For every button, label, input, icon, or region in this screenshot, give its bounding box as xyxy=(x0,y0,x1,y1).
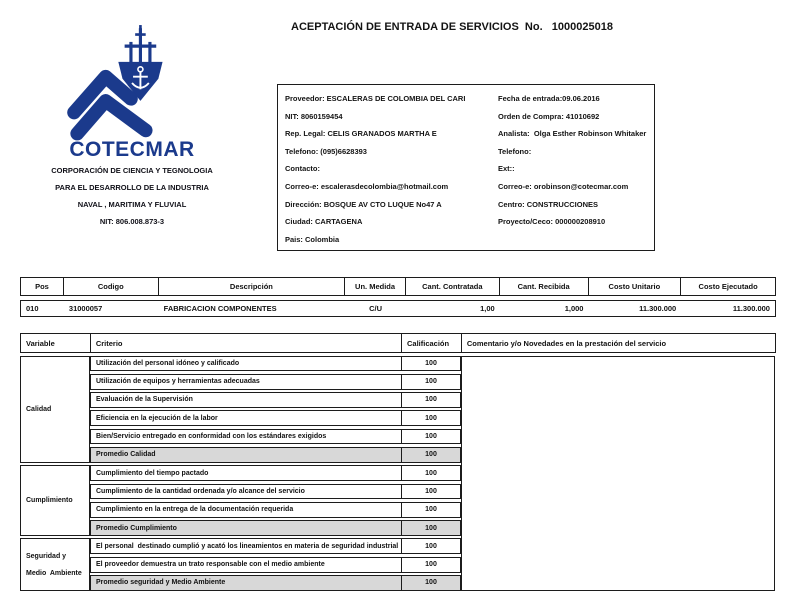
items-header-cell: Descripción xyxy=(159,278,346,295)
criterio-row xyxy=(90,374,462,390)
criterio-cell: Cumplimiento en la entrega de la documentación requerida xyxy=(90,502,402,518)
page-title: ACEPTACIÓN DE ENTRADA DE SERVICIOS No. 1000025018 xyxy=(291,21,613,33)
items-cell: 11.300.000 xyxy=(732,304,770,313)
provider-line: NIT: 8060159454 xyxy=(285,111,343,121)
criteria-rows xyxy=(90,356,462,594)
items-header-cell: Costo Ejecutado xyxy=(698,282,758,291)
items-cell: 31000057 xyxy=(68,304,103,313)
criterio-cell: Eficiencia en la ejecución de la labor xyxy=(90,410,402,426)
criterio-row xyxy=(90,502,462,518)
calificacion-cell: 100 xyxy=(401,484,461,500)
org-line: NAVAL , MARITIMA Y FLUVIAL xyxy=(77,200,187,209)
criterio-cell: Bien/Servicio entregado en conformidad con los estándares exigidos xyxy=(90,429,402,445)
calificacion-cell: 100 xyxy=(401,356,461,372)
items-table-row xyxy=(20,300,776,317)
variable-label: Seguridad y xyxy=(26,552,67,560)
provider-line: Correo-e: escalerasdecolombia@hotmail.com xyxy=(285,181,449,191)
variable-label: Medio Ambiente xyxy=(26,569,82,577)
calificacion-cell: 100 xyxy=(401,447,461,463)
brand-name: COTECMAR xyxy=(69,138,195,161)
calificacion-cell: 100 xyxy=(401,557,461,573)
order-info-box xyxy=(491,84,655,251)
calificacion-cell: 100 xyxy=(401,429,461,445)
items-header-cell: Pos xyxy=(21,278,64,295)
order-line: Correo-e: orobinson@cotecmar.com xyxy=(498,181,629,191)
items-header-cell: Cant. Contratada xyxy=(406,278,500,295)
org-line: CORPORACIÓN DE CIENCIA Y TEGNOLOGIA xyxy=(51,166,213,175)
org-description xyxy=(22,162,242,230)
order-line: Ext:: xyxy=(498,164,515,174)
calificacion-cell: 100 xyxy=(401,520,461,536)
provider-line: Ciudad: CARTAGENA xyxy=(285,217,363,227)
criterio-cell: El proveedor demuestra un trato responsable con el medio ambiente xyxy=(90,557,402,573)
criterio-cell: Utilización de equipos y herramientas adecuadas xyxy=(90,374,402,390)
eval-header-cell: Calificación xyxy=(402,334,462,352)
order-line: Proyecto/Ceco: 000000208910 xyxy=(498,217,606,227)
criterio-cell: Promedio Calidad xyxy=(90,447,402,463)
criterio-row xyxy=(90,465,462,481)
provider-line: Pais: Colombia xyxy=(285,234,340,244)
evaluation-table-header xyxy=(20,333,776,353)
calificacion-cell: 100 xyxy=(401,575,461,591)
promedio-row xyxy=(90,447,462,463)
provider-line: Telefono: (095)6628393 xyxy=(285,146,367,156)
provider-info-box xyxy=(277,84,493,251)
variable-label: Cumplimiento xyxy=(26,497,73,505)
items-cell: 010 xyxy=(26,304,39,313)
order-line: Telefono: xyxy=(498,146,532,156)
comment-cell xyxy=(461,356,775,591)
criterio-cell: Promedio Cumplimiento xyxy=(90,520,402,536)
items-header-cell: Cant. Recibida xyxy=(500,278,589,295)
criterio-cell: Cumplimiento del tiempo pactado xyxy=(90,465,402,481)
order-line: Fecha de entrada:09.06.2016 xyxy=(498,94,600,103)
provider-line: Proveedor: ESCALERAS DE COLOMBIA DEL CARI xyxy=(285,94,466,103)
variable-label: Calidad xyxy=(26,405,52,413)
promedio-row xyxy=(90,575,462,591)
criterio-cell: Evaluación de la Supervisión xyxy=(90,392,402,408)
order-line: Orden de Compra: 41010692 xyxy=(498,111,600,121)
items-table xyxy=(20,277,776,317)
variable-cell xyxy=(20,356,90,463)
items-cell: 1,00 xyxy=(480,304,495,313)
criterio-row xyxy=(90,410,462,426)
items-header-cell: Costo Unitario xyxy=(589,278,682,295)
eval-header-cell: Criterio xyxy=(91,334,402,352)
promedio-row xyxy=(90,520,462,536)
org-line: NIT: 806.008.873-3 xyxy=(99,217,165,226)
criterio-row xyxy=(90,484,462,500)
cotecmar-logo xyxy=(22,24,242,230)
criterio-cell: El personal destinado cumplió y acató los lineamientos en materia de seguridad industrial xyxy=(90,538,402,554)
criterio-cell: Promedio seguridad y Medio Ambiente xyxy=(90,575,402,591)
calificacion-cell: 100 xyxy=(401,538,461,554)
items-cell: 1,000 xyxy=(564,304,584,313)
ship-chevron-logo-icon xyxy=(57,24,207,142)
variable-cell xyxy=(20,538,90,590)
variable-column xyxy=(20,356,90,594)
eval-header-cell: Variable xyxy=(21,334,91,352)
calificacion-cell: 100 xyxy=(401,374,461,390)
items-table-header xyxy=(20,277,776,296)
calificacion-cell: 100 xyxy=(401,392,461,408)
org-line: PARA EL DESARROLLO DE LA INDUSTRIA xyxy=(55,183,209,192)
items-header-cell: Codigo xyxy=(64,278,159,295)
evaluation-table xyxy=(20,333,776,593)
criterio-row xyxy=(90,538,462,554)
criterio-row xyxy=(90,392,462,408)
eval-header-cell: Comentario y/o Novedades en la prestación del servicio xyxy=(466,338,667,348)
provider-line: Rep. Legal: CELIS GRANADOS MARTHA E xyxy=(285,129,437,139)
items-cell: C/U xyxy=(369,304,382,313)
criterio-row xyxy=(90,429,462,445)
provider-line: Dirección: BOSQUE AV CTO LUQUE No47 A xyxy=(285,199,442,209)
order-line: Analista: Olga Esther Robinson Whitaker xyxy=(498,129,647,139)
variable-cell xyxy=(20,465,90,536)
calificacion-cell: 100 xyxy=(401,465,461,481)
items-header-cell: Un. Medida xyxy=(345,278,406,295)
criterio-cell: Utilización del personal idóneo y calificado xyxy=(90,356,402,372)
calificacion-cell: 100 xyxy=(401,502,461,518)
order-line: Centro: CONSTRUCCIONES xyxy=(498,199,599,209)
criterio-row xyxy=(90,557,462,573)
calificacion-cell: 100 xyxy=(401,410,461,426)
criterio-row xyxy=(90,356,462,372)
criterio-cell: Cumplimiento de la cantidad ordenada y/o alcance del servicio xyxy=(90,484,402,500)
items-cell: 11.300.000 xyxy=(639,304,677,313)
items-cell: FABRICACION COMPONENTES xyxy=(163,304,277,313)
provider-line: Contacto: xyxy=(285,164,320,174)
